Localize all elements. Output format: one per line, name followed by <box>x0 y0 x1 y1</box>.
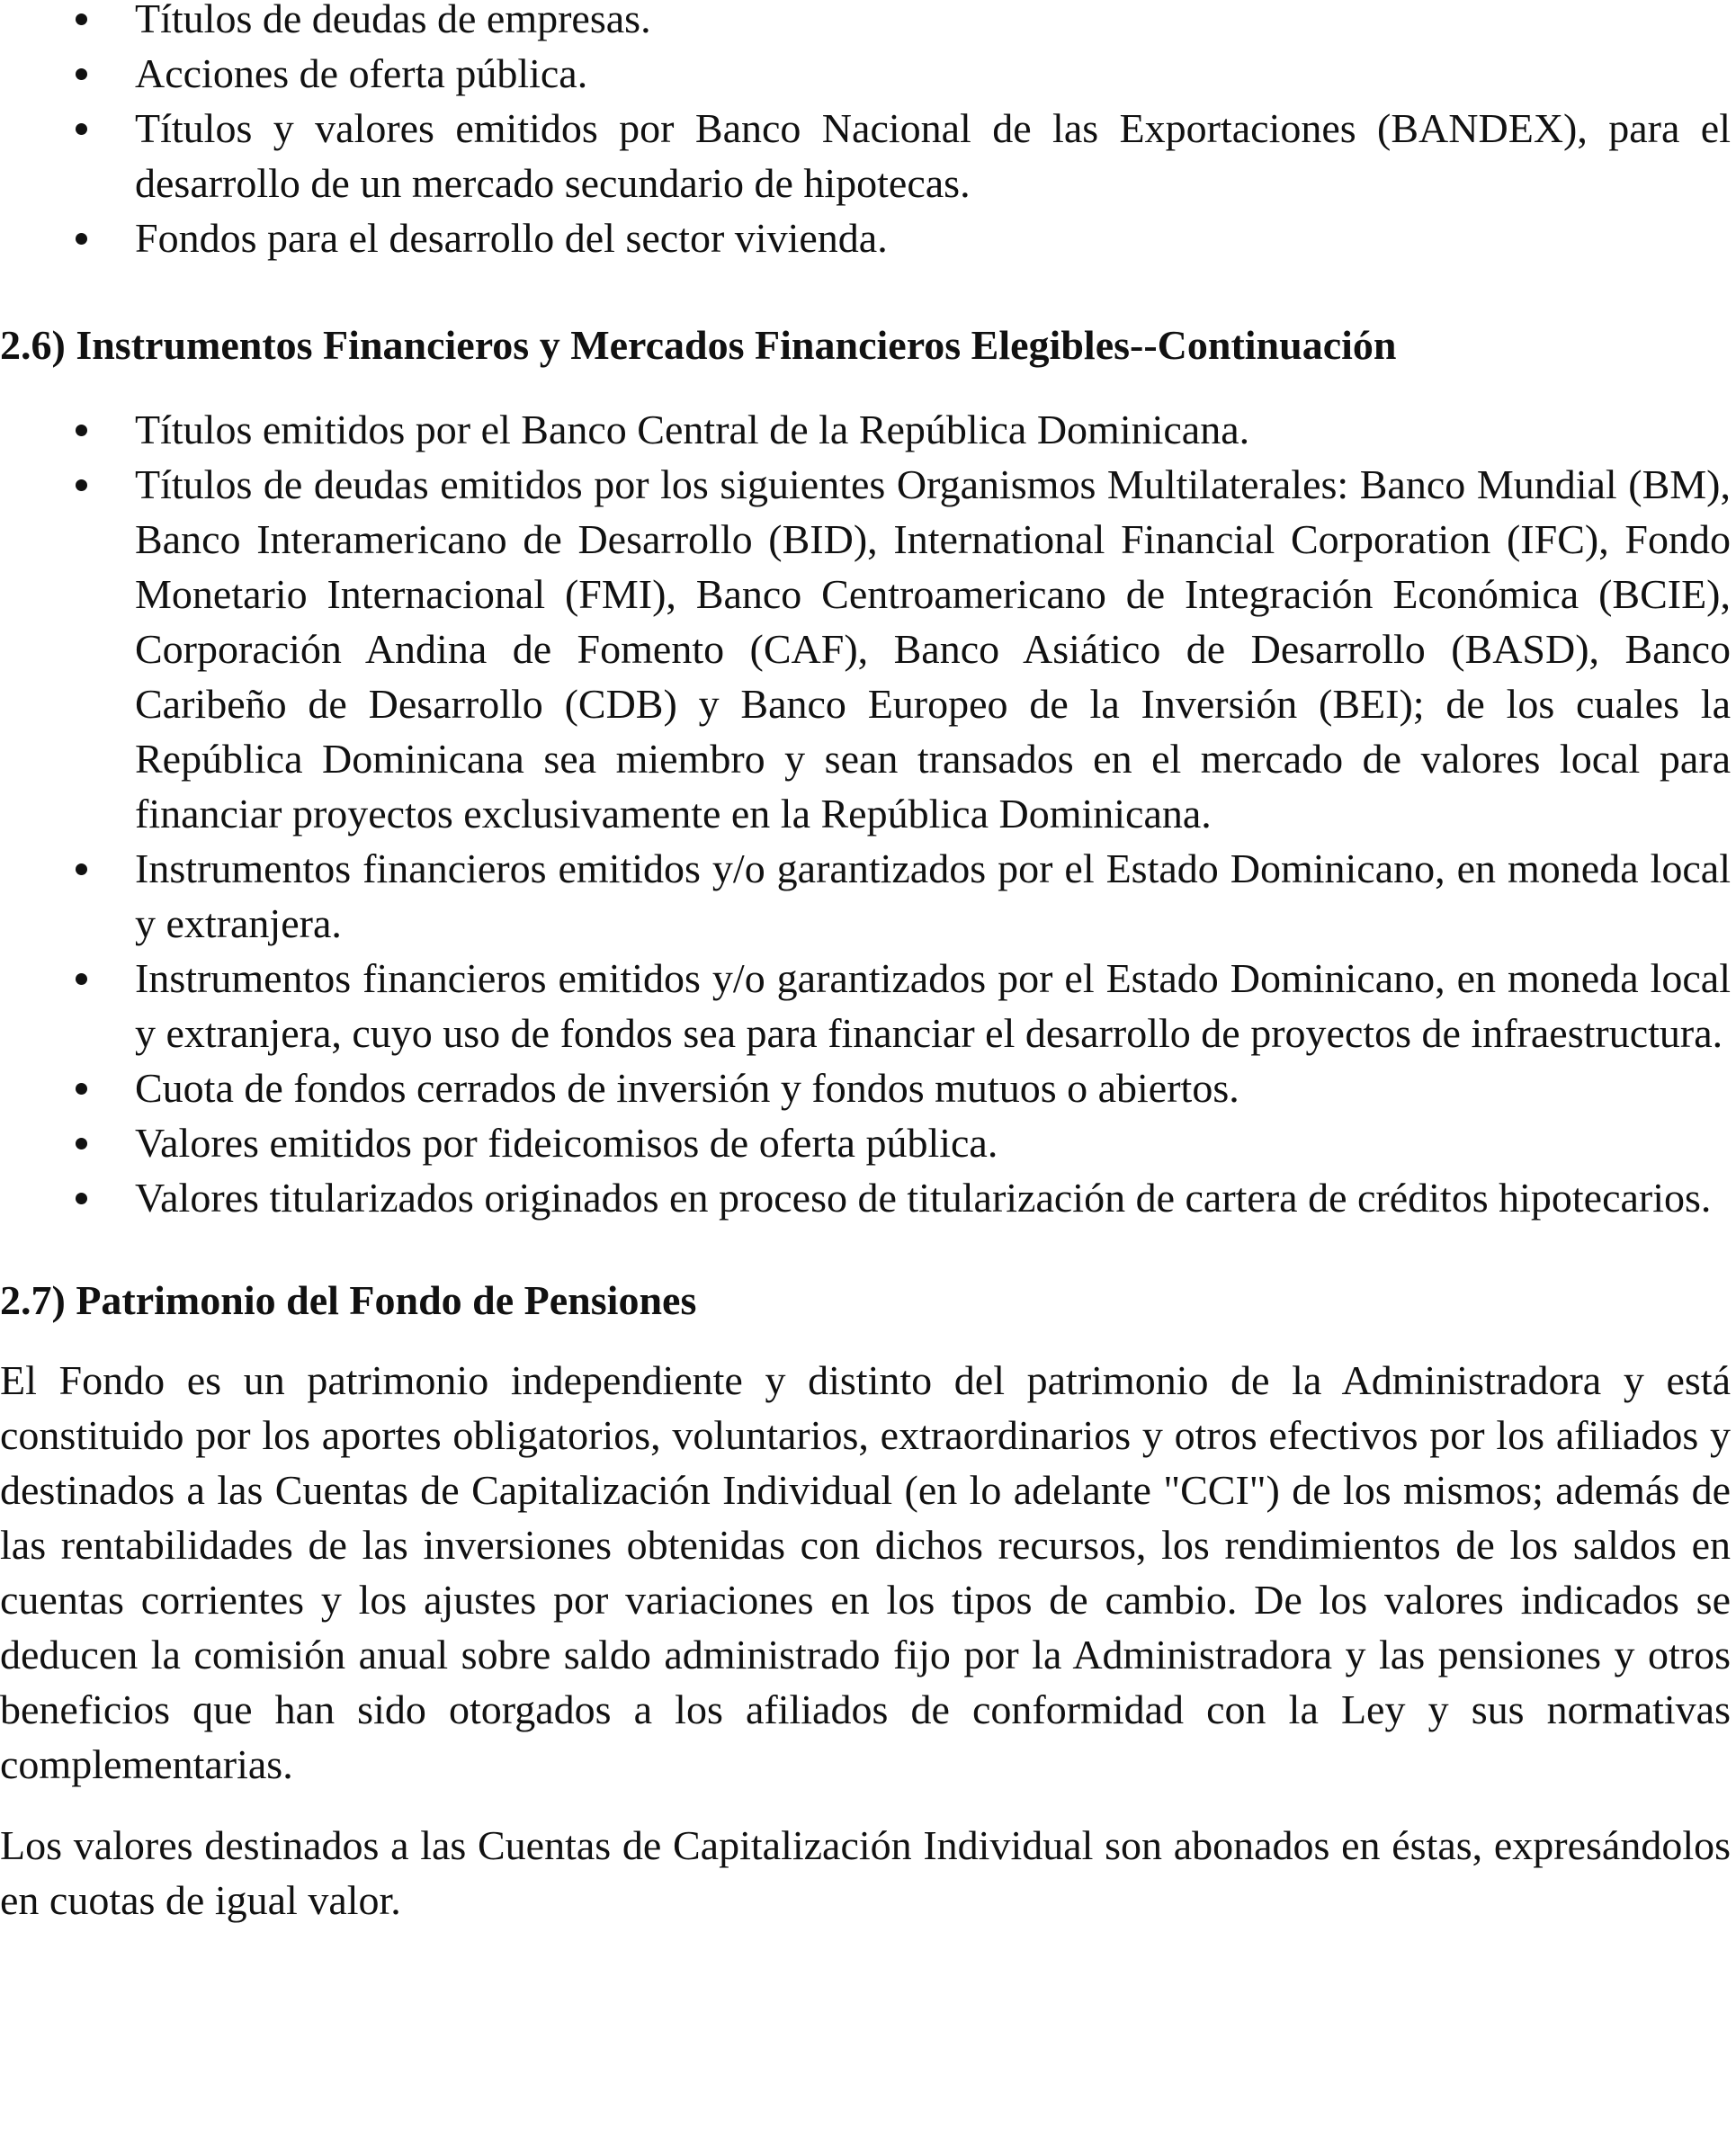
bullet-icon <box>76 973 87 985</box>
list-item <box>0 841 1736 951</box>
bullet-icon <box>76 1193 87 1204</box>
bullet-icon <box>76 13 87 25</box>
list-item-text: Acciones de oferta pública. <box>135 50 588 96</box>
list-item-text: Instrumentos financieros emitidos y/o garantizados por el Estado Dominicano, en moneda local y extranjera, cuyo uso de fondos sea para financiar el desarrollo de proyectos de infraestructura. <box>135 955 1731 1056</box>
list-item-text: Instrumentos financieros emitidos y/o garantizados por el Estado Dominicano, en moneda local y extranjera. <box>135 845 1731 946</box>
list-item <box>0 1115 1736 1170</box>
section-heading-2-6: 2.6) Instrumentos Financieros y Mercados Financieros Elegibles--Continuación <box>0 322 1397 368</box>
paragraph: Los valores destinados a las Cuentas de Capitalización Individual son abonados en éstas, expresándolos en cuotas de igual valor. <box>0 1822 1731 1923</box>
bullet-list-top <box>0 0 1736 265</box>
list-item-text: Títulos de deudas de empresas. <box>135 0 651 41</box>
bullet-icon <box>76 1083 87 1095</box>
list-item <box>0 402 1736 457</box>
list-item-text: Títulos y valores emitidos por Banco Nacional de las Exportaciones (BANDEX), para el desarrollo de un mercado secundario de hipotecas. <box>135 105 1731 206</box>
list-item-text: Valores titularizados originados en proceso de titularización de cartera de créditos hipotecarios. <box>135 1175 1712 1221</box>
paragraph: El Fondo es un patrimonio independiente y distinto del patrimonio de la Administradora y está constituido por los aportes obligatorios, voluntarios, extraordinarios y otros efectivos por los afiliados y destinados a las Cuentas de Capitalización Individual (en lo adelante "CCI") de los mismos; además de las rentabilidades de las inversiones obtenidas con dichos recursos, los rendimientos de los saldos en cuentas corrientes y los ajustes por variaciones en los tipos de cambio. De los valores indicados se deducen la comisión anual sobre saldo administrado fijo por la Administradora y las pensiones y otros beneficios que han sido otorgados a los afiliados de conformidad con la Ley y sus normativas complementarias. <box>0 1357 1731 1787</box>
bullet-list-2-6 <box>0 402 1736 1225</box>
list-item <box>0 210 1736 265</box>
bullet-icon <box>76 68 87 80</box>
bullet-icon <box>76 863 87 875</box>
list-item <box>0 457 1736 841</box>
list-item <box>0 0 1736 46</box>
list-item <box>0 1060 1736 1115</box>
list-item <box>0 46 1736 101</box>
section-heading-2-7: 2.7) Patrimonio del Fondo de Pensiones <box>0 1277 697 1323</box>
bullet-icon <box>76 123 87 135</box>
list-item <box>0 1170 1736 1225</box>
bullet-icon <box>76 1138 87 1150</box>
list-item-text: Títulos de deudas emitidos por los siguientes Organismos Multilaterales: Banco Mundial (BM), Banco Interamericano de Desarrollo (BID), International Financial Corporation (IFC), Fondo Monetario Internacional (FMI), Banco Centroamericano de Integración Económica (BCIE), Corporación Andina de Fomento (CAF), Banco Asiático de Desarrollo (BASD), Banco Caribeño de Desarrollo (CDB) y Banco Europeo de la Inversión (BEI); de los cuales la República Dominicana sea miembro y sean transados en el mercado de valores local para financiar proyectos exclusivamente en la República Dominicana. <box>135 461 1731 836</box>
list-item-text: Valores emitidos por fideicomisos de oferta pública. <box>135 1120 998 1166</box>
bullet-icon <box>76 233 87 245</box>
list-item-text: Títulos emitidos por el Banco Central de la República Dominicana. <box>135 407 1250 452</box>
list-item <box>0 951 1736 1060</box>
list-item-text: Fondos para el desarrollo del sector vivienda. <box>135 215 888 261</box>
bullet-icon <box>76 425 87 436</box>
list-item-text: Cuota de fondos cerrados de inversión y fondos mutuos o abiertos. <box>135 1065 1239 1111</box>
bullet-icon <box>76 479 87 491</box>
list-item <box>0 101 1736 210</box>
